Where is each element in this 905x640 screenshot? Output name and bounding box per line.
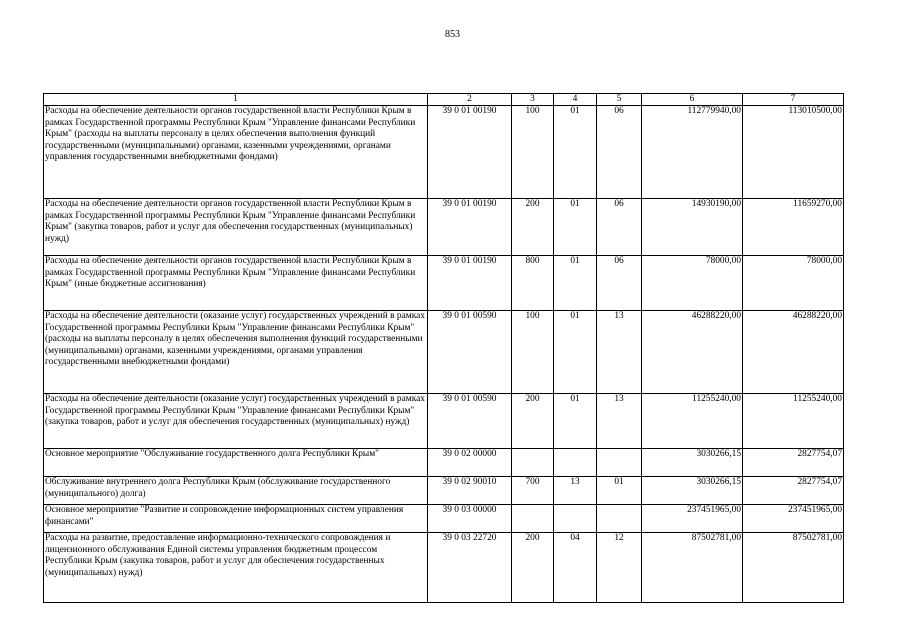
target-article-code: 39 0 03 22720 (428, 533, 512, 603)
expense-type (512, 505, 554, 533)
column-header: 2 (428, 94, 512, 106)
column-header: 1 (44, 94, 428, 106)
header-row (44, 94, 844, 106)
target-article-code: 39 0 03 00000 (428, 505, 512, 533)
target-article-code: 39 0 01 00190 (428, 106, 512, 199)
target-article-code: 39 0 02 00000 (428, 449, 512, 477)
row-description: Основное мероприятие "Развитие и сопровождение информационных систем управления финансами" (44, 505, 428, 533)
expense-type: 800 (512, 256, 554, 311)
row-description: Обслуживание внутреннего долга Республики Крым (обслуживание государственного (муниципального) долга) (44, 477, 428, 505)
amount-year-1: 3030266,15 (642, 477, 743, 505)
amount-year-1: 11255240,00 (642, 394, 743, 449)
amount-year-1: 237451965,00 (642, 505, 743, 533)
row-description: Расходы на обеспечение деятельности органов государственной власти Республики Крым в рамках Государственной программы Республики Крым "Управление финансами Республики Крым" (расходы на выплаты персоналу в целях обеспечения выполнения функций государственными (муниципальными) органами, казенными учреждениями, органами управления государственными внебюджетными фондами) (44, 106, 428, 199)
table-row (44, 394, 844, 449)
table-row (44, 449, 844, 477)
section-code (554, 449, 597, 477)
subsection-code (597, 449, 642, 477)
table-row (44, 477, 844, 505)
target-article-code: 39 0 01 00190 (428, 256, 512, 311)
column-header: 6 (642, 94, 743, 106)
amount-year-2: 11659270,00 (743, 199, 844, 256)
amount-year-1: 14930190,00 (642, 199, 743, 256)
amount-year-2: 78000,00 (743, 256, 844, 311)
target-article-code: 39 0 02 90010 (428, 477, 512, 505)
row-description: Основное мероприятие "Обслуживание государственного долга Республики Крым" (44, 449, 428, 477)
subsection-code: 06 (597, 256, 642, 311)
amount-year-1: 3030266,15 (642, 449, 743, 477)
expense-type (512, 449, 554, 477)
table-row (44, 505, 844, 533)
table-row (44, 106, 844, 199)
section-code: 01 (554, 394, 597, 449)
expense-type: 200 (512, 199, 554, 256)
column-header: 3 (512, 94, 554, 106)
section-code: 01 (554, 311, 597, 394)
subsection-code: 13 (597, 311, 642, 394)
amount-year-2: 2827754,07 (743, 477, 844, 505)
row-description: Расходы на обеспечение деятельности (оказание услуг) государственных учреждений в рамках Государственной программы Республики Крым "Управление финансами Республики Крым" (расходы на выплаты персоналу в целях обеспечения выполнения функций государственными (муниципальными) органами, казенными учреждениями, органами управления государственными внебюджетными фондами) (44, 311, 428, 394)
section-code: 13 (554, 477, 597, 505)
table-row (44, 256, 844, 311)
section-code: 01 (554, 106, 597, 199)
amount-year-1: 78000,00 (642, 256, 743, 311)
target-article-code: 39 0 01 00590 (428, 311, 512, 394)
subsection-code: 06 (597, 199, 642, 256)
subsection-code: 01 (597, 477, 642, 505)
row-description: Расходы на обеспечение деятельности органов государственной власти Республики Крым в рамках Государственной программы Республики Крым "Управление финансами Республики Крым" (иные бюджетные ассигнования) (44, 256, 428, 311)
row-description: Расходы на развитие, предоставление информационно-технического сопровождения и лицензионного обслуживания Единой системы управления бюджетным процессом Республики Крым (закупка товаров, работ и услуг для обеспечения государственных (муниципальных) нужд) (44, 533, 428, 603)
expense-type: 200 (512, 533, 554, 603)
amount-year-2: 11255240,00 (743, 394, 844, 449)
subsection-code: 12 (597, 533, 642, 603)
subsection-code (597, 505, 642, 533)
row-description: Расходы на обеспечение деятельности (оказание услуг) государственных учреждений в рамках Государственной программы Республики Крым "Управление финансами Республики Крым" (закупка товаров, работ и услуг для обеспечения государственных (муниципальных) нужд) (44, 394, 428, 449)
target-article-code: 39 0 01 00590 (428, 394, 512, 449)
expense-type: 200 (512, 394, 554, 449)
budget-table (43, 93, 844, 603)
subsection-code: 13 (597, 394, 642, 449)
expense-type: 700 (512, 477, 554, 505)
expense-type: 100 (512, 311, 554, 394)
table-row (44, 533, 844, 603)
amount-year-2: 113010500,00 (743, 106, 844, 199)
amount-year-2: 237451965,00 (743, 505, 844, 533)
amount-year-1: 87502781,00 (642, 533, 743, 603)
column-header: 7 (743, 94, 844, 106)
section-code (554, 505, 597, 533)
page-number: 853 (445, 29, 460, 40)
table-row (44, 311, 844, 394)
column-header: 5 (597, 94, 642, 106)
amount-year-1: 112779940,00 (642, 106, 743, 199)
target-article-code: 39 0 01 00190 (428, 199, 512, 256)
amount-year-2: 2827754,07 (743, 449, 844, 477)
amount-year-2: 46288220,00 (743, 311, 844, 394)
column-header: 4 (554, 94, 597, 106)
section-code: 04 (554, 533, 597, 603)
subsection-code: 06 (597, 106, 642, 199)
amount-year-2: 87502781,00 (743, 533, 844, 603)
amount-year-1: 46288220,00 (642, 311, 743, 394)
expense-type: 100 (512, 106, 554, 199)
table-row (44, 199, 844, 256)
section-code: 01 (554, 256, 597, 311)
row-description: Расходы на обеспечение деятельности органов государственной власти Республики Крым в рамках Государственной программы Республики Крым "Управление финансами Республики Крым" (закупка товаров, работ и услуг для обеспечения государственных (муниципальных) нужд) (44, 199, 428, 256)
section-code: 01 (554, 199, 597, 256)
